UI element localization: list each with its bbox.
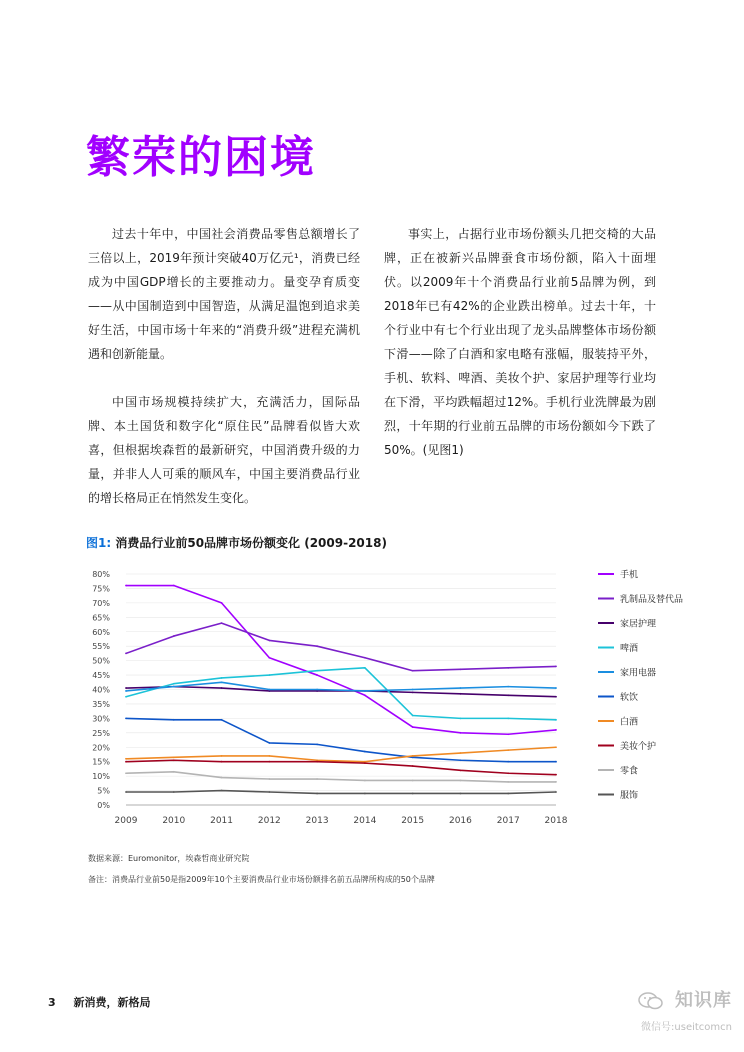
series-point-2: [221, 622, 223, 624]
right-paragraph-1: 事实上，占据行业市场份额头几把交椅的大品牌，正在被新兴品牌蚕食市场份额，陷入十面埋伏。以2009年十个消费品行业前5品牌为例，到2018年已有42%的企业跌出榜单。过去十年，十个行业中有七个行业出现了龙头品牌整体市场份额下滑——除了白酒和家电略有涨幅，服装持平外，手机、软料、啤酒、美妆个护、家居护理等行业均在下滑，平均跌幅超过12%。手机行业洗牌最为剧烈，十年期的行业前五品牌的市场份额如今下跌了50%。(见图1): [384, 227, 656, 457]
series-point-10: [507, 793, 509, 795]
series-point-10: [173, 791, 175, 793]
x-tick-label: 2016: [448, 816, 472, 826]
y-tick-label: 0%: [97, 801, 110, 810]
series-point-4: [268, 674, 270, 676]
series-point-3: [460, 693, 462, 695]
series-point-10: [555, 791, 557, 793]
series-point-9: [125, 772, 127, 774]
legend-label: 零食: [620, 766, 639, 777]
series-point-9: [555, 781, 557, 783]
series-line-2: [126, 623, 556, 671]
series-point-1: [364, 694, 366, 696]
series-point-6: [555, 761, 557, 763]
series-point-7: [460, 752, 462, 754]
series-point-4: [412, 715, 414, 717]
series-point-5: [221, 681, 223, 683]
series-point-7: [555, 746, 557, 748]
legend-label: 家居护理: [620, 619, 657, 630]
series-point-7: [173, 756, 175, 758]
series-point-2: [125, 653, 127, 655]
series-point-1: [412, 726, 414, 728]
series-point-8: [364, 762, 366, 764]
wechat-icon: [638, 991, 664, 1011]
series-point-10: [268, 791, 270, 793]
x-tick-label: 2010: [162, 816, 186, 826]
left-column: [88, 222, 360, 534]
series-point-1: [268, 657, 270, 659]
left-paragraph-2: 中国市场规模持续扩大，充满活力，国际品牌、本土国货和数字化“原住民”品牌看似皆大欢喜，但根据埃森哲的最新研究，中国消费升级的力量，并非人人可乘的顺风车，中国主要消费品行业的增长格局正在悄然发生变化。: [88, 395, 360, 505]
series-point-4: [555, 719, 557, 721]
series-point-10: [221, 790, 223, 792]
series-point-10: [364, 793, 366, 795]
legend-label: 软饮: [620, 693, 639, 703]
y-tick-label: 5%: [97, 786, 110, 796]
series-point-10: [316, 793, 318, 795]
page-title: 繁荣的困境: [86, 132, 316, 183]
series-point-4: [364, 667, 366, 669]
series-point-9: [221, 777, 223, 779]
y-tick-label: 45%: [92, 671, 110, 681]
legend-label: 白酒: [620, 717, 639, 728]
series-point-7: [412, 755, 414, 757]
y-tick-label: 70%: [92, 598, 110, 608]
figure-label: 图1:: [86, 536, 112, 550]
x-tick-label: 2009: [114, 816, 138, 826]
series-point-6: [221, 719, 223, 721]
series-point-5: [412, 689, 414, 691]
y-tick-label: 65%: [92, 613, 110, 623]
series-point-4: [507, 717, 509, 719]
series-point-4: [173, 683, 175, 685]
series-point-7: [268, 755, 270, 757]
y-tick-label: 75%: [92, 584, 110, 594]
series-point-9: [173, 771, 175, 773]
series-point-8: [555, 774, 557, 776]
figure-title: [86, 534, 387, 551]
series-point-9: [460, 780, 462, 782]
series-point-2: [364, 657, 366, 659]
series-point-4: [460, 717, 462, 719]
series-point-9: [412, 780, 414, 782]
series-point-1: [460, 732, 462, 734]
source-note: 数据来源：Euromonitor，埃森哲商业研究院: [88, 854, 250, 863]
series-point-5: [316, 689, 318, 691]
series-point-2: [507, 667, 509, 669]
series-point-4: [125, 696, 127, 698]
series-line-1: [126, 586, 556, 735]
series-point-2: [555, 666, 557, 668]
legend-label: 家用电器: [620, 668, 657, 679]
legend-label: 乳制品及替代品: [620, 595, 684, 605]
legend-label: 手机: [620, 570, 639, 581]
watermark-sub: 微信号:useitcomcn: [641, 1022, 732, 1033]
legend-label: 啤酒: [620, 644, 639, 654]
x-tick-label: 2015: [401, 816, 425, 826]
series-line-9: [126, 772, 556, 782]
series-line-7: [126, 747, 556, 761]
series-point-6: [507, 761, 509, 763]
y-tick-label: 60%: [92, 627, 110, 637]
series-point-5: [507, 686, 509, 688]
series-point-9: [364, 780, 366, 782]
series-point-1: [173, 585, 175, 587]
series-point-5: [555, 687, 557, 689]
x-tick-label: 2012: [257, 816, 281, 826]
series-point-8: [412, 765, 414, 767]
watermark: [638, 986, 732, 1033]
series-point-5: [364, 690, 366, 692]
series-line-4: [126, 668, 556, 720]
series-point-8: [316, 761, 318, 763]
series-point-7: [221, 755, 223, 757]
series-point-6: [268, 742, 270, 744]
y-tick-label: 80%: [92, 570, 110, 579]
series-point-6: [316, 743, 318, 745]
page-footer: [48, 994, 151, 1010]
x-tick-label: 2018: [544, 816, 568, 826]
x-tick-label: 2011: [210, 816, 234, 826]
series-point-6: [460, 759, 462, 761]
y-tick-label: 25%: [92, 728, 110, 738]
y-tick-label: 20%: [92, 743, 110, 753]
series-point-5: [268, 689, 270, 691]
y-tick-label: 50%: [92, 656, 110, 666]
watermark-brand: 知识库: [675, 990, 732, 1011]
series-point-2: [412, 670, 414, 672]
series-point-3: [221, 687, 223, 689]
series-point-10: [412, 793, 414, 795]
y-tick-label: 35%: [92, 699, 110, 709]
series-point-2: [268, 640, 270, 642]
series-point-8: [460, 769, 462, 771]
figure-caption: 消费品行业前50品牌市场份额变化 (2009-2018): [115, 536, 387, 550]
series-line-3: [126, 687, 556, 697]
remark-note: 备注：消费品行业前50是指2009年10个主要消费品行业市场份额排名前五品牌所构成的50个品牌: [88, 875, 435, 884]
series-point-4: [316, 670, 318, 672]
legend-label: 服饰: [620, 791, 639, 801]
series-point-2: [460, 668, 462, 670]
series-point-9: [268, 778, 270, 780]
series-point-10: [460, 793, 462, 795]
left-paragraph-1: 过去十年中，中国社会消费品零售总额增长了三倍以上，2019年预计突破40万亿元¹，消费已经成为中国GDP增长的主要推动力。量变孕育质变——从中国制造到中国智造，从满足温饱到追求美好生活，中国市场十年来的“消费升级”进程充满机遇和创新能量。: [88, 227, 360, 361]
series-point-8: [125, 761, 127, 763]
series-point-3: [412, 691, 414, 693]
series-point-5: [460, 687, 462, 689]
series-point-9: [316, 778, 318, 780]
series-point-6: [125, 717, 127, 719]
right-column: [384, 222, 656, 486]
y-tick-label: 55%: [92, 642, 110, 652]
series-point-1: [555, 729, 557, 731]
series-line-10: [126, 791, 556, 794]
series-point-10: [125, 791, 127, 793]
series-point-3: [507, 694, 509, 696]
series-point-6: [364, 751, 366, 753]
series-point-3: [125, 687, 127, 689]
series-point-1: [221, 602, 223, 604]
y-tick-label: 30%: [92, 714, 110, 724]
series-point-2: [316, 645, 318, 647]
series-point-8: [507, 772, 509, 774]
legend-label: 美妆个护: [620, 742, 657, 752]
market-share-line-chart: [80, 560, 720, 830]
series-point-1: [507, 733, 509, 735]
footer-title: 新消费，新格局: [73, 996, 151, 1009]
x-tick-label: 2014: [353, 816, 377, 826]
series-point-1: [125, 585, 127, 587]
series-point-5: [125, 690, 127, 692]
series-point-7: [507, 749, 509, 751]
series-point-7: [125, 758, 127, 760]
figure-notes: [88, 852, 435, 894]
series-point-9: [507, 781, 509, 783]
series-line-8: [126, 760, 556, 774]
y-tick-label: 10%: [92, 772, 110, 782]
series-point-8: [268, 761, 270, 763]
y-tick-label: 15%: [92, 757, 110, 767]
page-number: 3: [48, 996, 56, 1009]
series-point-6: [173, 719, 175, 721]
series-point-1: [316, 674, 318, 676]
series-point-5: [173, 686, 175, 688]
series-line-6: [126, 718, 556, 761]
series-point-8: [221, 761, 223, 763]
series-point-3: [555, 696, 557, 698]
x-tick-label: 2013: [305, 816, 329, 826]
x-tick-label: 2017: [496, 816, 520, 826]
y-tick-label: 40%: [92, 685, 110, 695]
series-point-8: [173, 759, 175, 761]
series-point-2: [173, 635, 175, 637]
series-point-4: [221, 677, 223, 679]
